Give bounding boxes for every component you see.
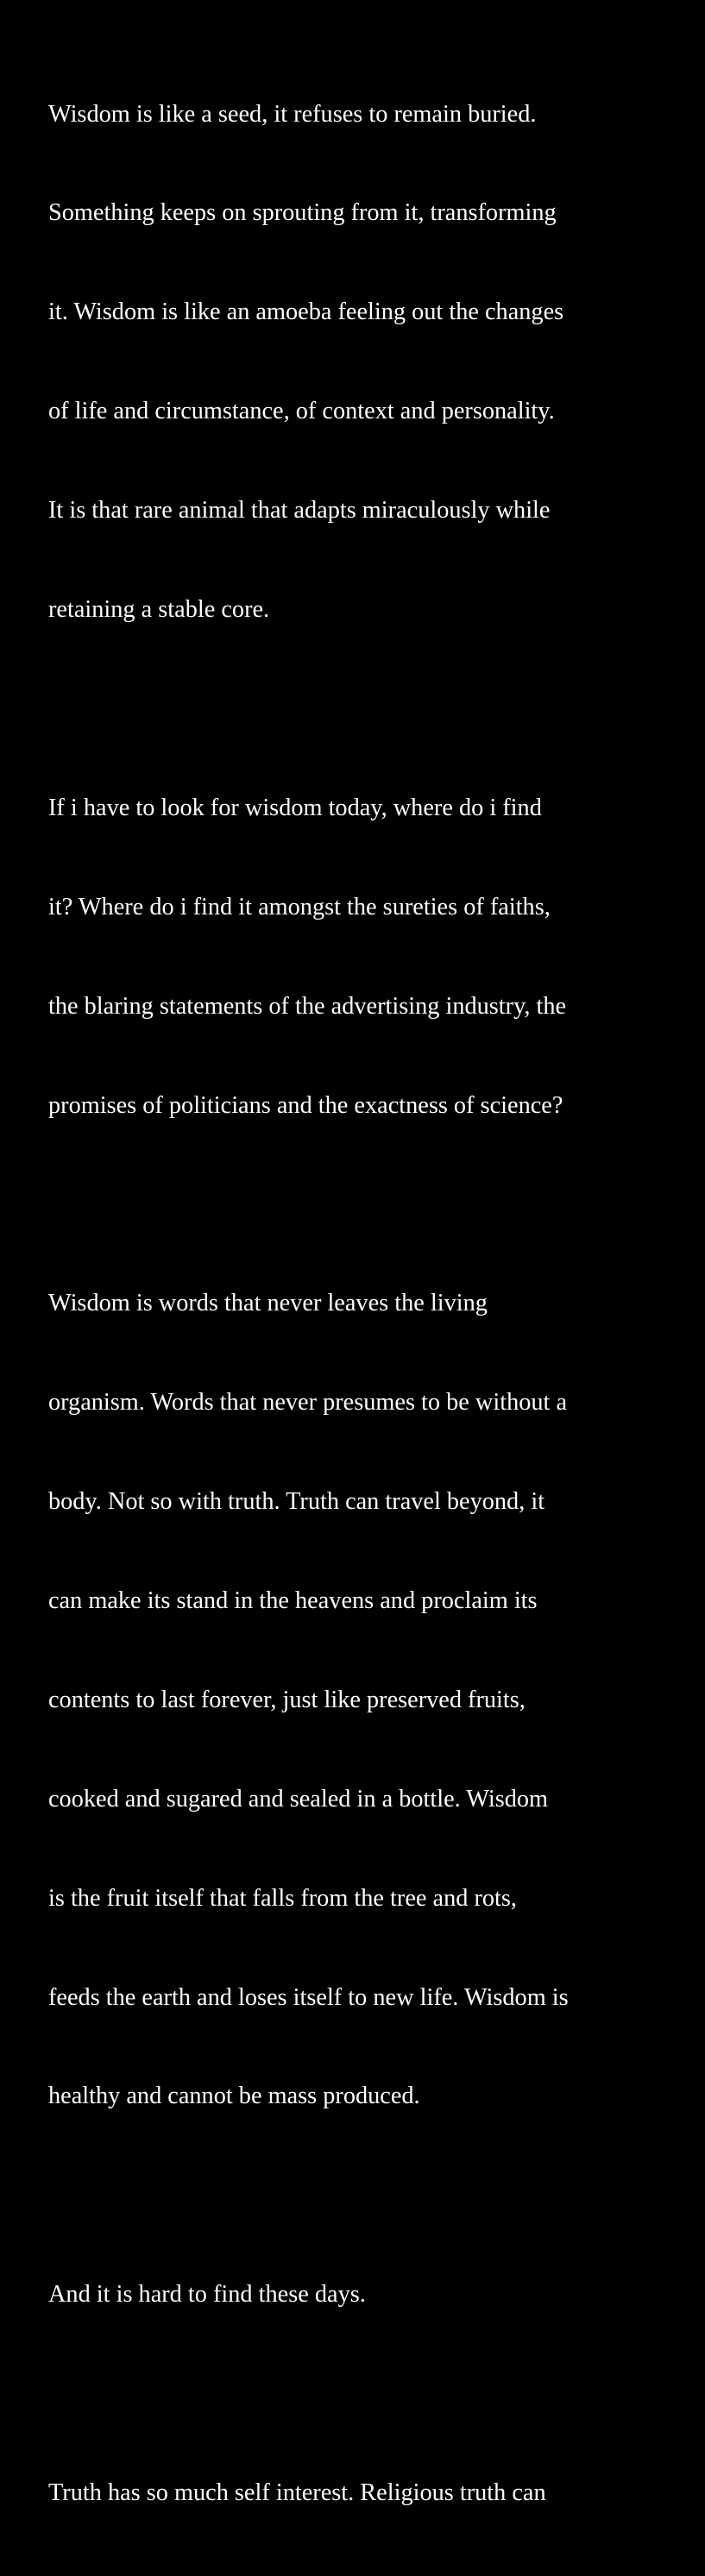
blank-line (48, 2179, 687, 2212)
text-line: contents to last forever, just like preserved fruits, (48, 1686, 526, 1713)
text-line: promises of politicians and the exactness of science? (48, 1091, 563, 1119)
essay-text (48, 32, 687, 2576)
text-line: the blaring statements of the advertising industry, the (48, 992, 567, 1020)
text-line: of life and circumstance, of context and personality. (48, 398, 555, 425)
blank-line (48, 1188, 687, 1221)
text-line: can make its stand in the heavens and proclaim its (48, 1586, 538, 1614)
text-line: Truth has so much self interest. Religious truth can (48, 2479, 546, 2506)
text-line: And it is hard to find these days. (48, 2281, 366, 2309)
text-line: it? Where do i find it amongst the sureties of faiths, (48, 893, 551, 920)
text-line: feeds the earth and loses itself to new life. Wisdom is (48, 1983, 569, 2011)
text-line: retaining a stable core. (48, 596, 270, 624)
text-line: If i have to look for wisdom today, where do i find (48, 794, 542, 821)
text-line: is the fruit itself that falls from the tree and rots, (48, 1884, 517, 1912)
blank-line (48, 693, 687, 726)
text-line: Wisdom is like a seed, it refuses to remain buried. (48, 100, 537, 128)
text-line: Wisdom is words that never leaves the living (48, 1290, 488, 1317)
text-line: cooked and sugared and sealed in a bottle. Wisdom (48, 1785, 549, 1813)
blank-line (48, 2378, 687, 2410)
text-line: it. Wisdom is like an amoeba feeling out the changes (48, 298, 564, 326)
text-line: healthy and cannot be mass produced. (48, 2083, 420, 2110)
text-line: Something keeps on sprouting from it, transforming (48, 199, 557, 227)
text-line: organism. Words that never presumes to be without a (48, 1389, 568, 1417)
text-line: body. Not so with truth. Truth can travel beyond, it (48, 1488, 545, 1516)
text-line: It is that rare animal that adapts miraculously while (48, 497, 551, 525)
